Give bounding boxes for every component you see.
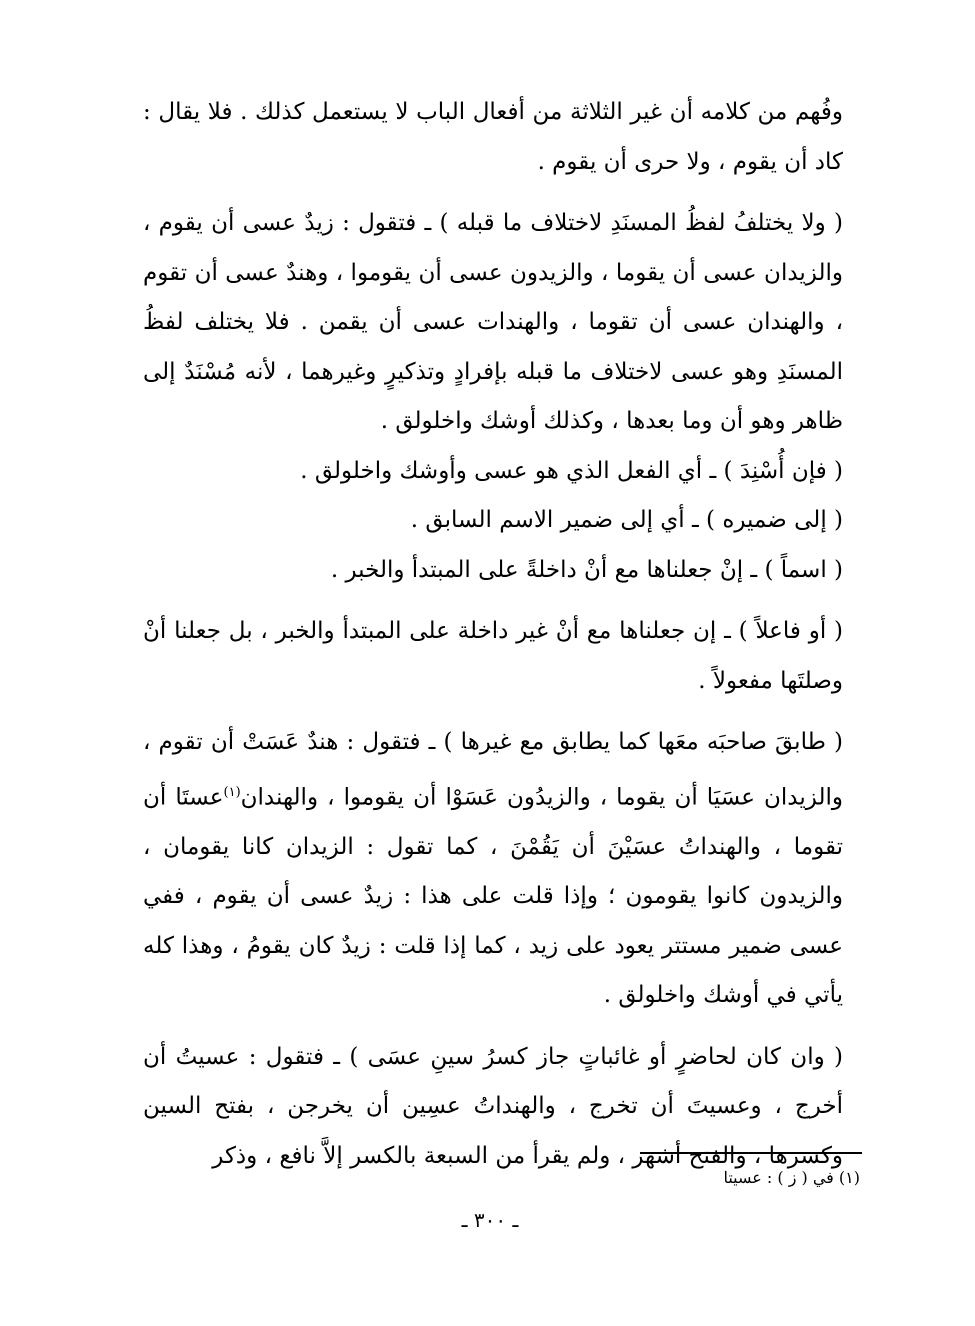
paragraph-2: ( ولا يختلفُ لفظُ المسنَدِ لاختلاف ما قبله ) ـ فتقول : زيدٌ عسى أن يقوم ، والزيدان عسى أن يقوما ، والزيدون عسى أن يقوموا ، وهندٌ عسى أن تقوم ، والهندان عسى أن تقوما ، والهندات عسى أن يقمن . فلا يختلف لفظُ المسنَدِ وهو عسى لاختلاف ما قبله بإفرادٍ وتذكيرٍ وغيرهما ، لأنه مُسْنَدٌ إلى ظاهر وهو أن وما بعدها ، وكذلك أوشك واخلولق .	[143, 210, 843, 434]
paragraph-1: وفُهم من كلامه أن غير الثلاثة من أفعال الباب لا يستعمل كذلك . فلا يقال : كاد أن يقوم ، ولا حرى أن يقوم .	[143, 99, 843, 175]
paragraph-7-lead: ( طابقَ صاحبَه معَها كما يطابق مع غيرها ) ـ فتقول : هندٌ عَسَتْ أن تقوم ، والزيدان عسَيَا أن يقوما ، والزيدُون عَسَوْا أن يقوموا ، والهندان	[143, 729, 843, 811]
paragraph-3: ( فإن أُسْنِدَ ) ـ أي الفعل الذي هو عسى وأوشك واخلولق .	[300, 457, 843, 484]
footnote-divider	[640, 1152, 862, 1154]
page-number: ـ ٣٠٠ ـ	[461, 1208, 519, 1232]
paragraph-6: ( أو فاعلاً ) ـ إن جعلناها مع أنْ غير داخلة على المبتدأ والخبر ، بل جعلنا أنْ وصلتَها مفعولاً .	[143, 618, 843, 694]
footnote: (١) في ( ز ) : عسيتا	[723, 1168, 860, 1187]
footnote-marker: (١)	[223, 784, 241, 800]
paragraph-7-rest: عستَا أن تقوما ، والهنداتُ عسَيْنَ أن يَقُمْنَ ، كما تقول : الزيدان كانا يقومان ، والزيدون كانوا يقومون ؛ وإذا قلت على هذا : زيدٌ عسى أن يقوم ، ففي عسى ضمير مستتر يعود على زيد ، كما إذا قلت : زيدٌ كان يقومُ ، وهذا كله يأتي في أوشك واخلولق .	[143, 784, 843, 1009]
paragraph-8: ( وان كان لحاضرٍ أو غائباتٍ جاز كسرُ سينِ عسَى ) ـ فتقول : عسيتُ أن أخرج ، وعسيتَ أن تخرج ، والهنداتُ عسِين أن يخرجن ، بفتح السين وكسرها ، والفتح أشهر ، ولم يقرأ من السبعة بالكسر إلاَّ نافع ، وذكر	[143, 1043, 843, 1169]
paragraph-5: ( اسماً ) ـ إنْ جعلناها مع أنْ داخلةً على المبتدأ والخبر .	[330, 556, 843, 583]
paragraph-4: ( إلى ضميره ) ـ أي إلى ضمير الاسم السابق .	[410, 507, 843, 533]
paragraph-7	[143, 718, 843, 1021]
body-text	[143, 88, 843, 1181]
